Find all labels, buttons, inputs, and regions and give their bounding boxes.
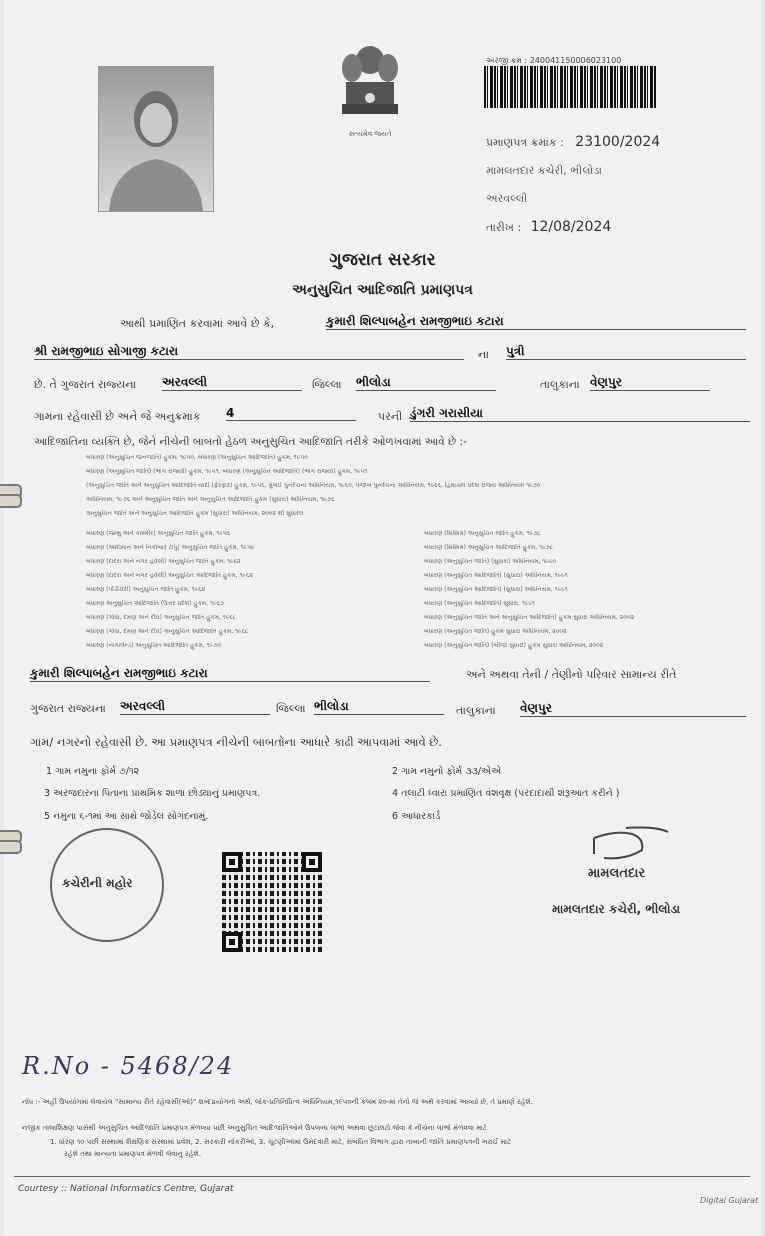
national-emblem-icon <box>330 38 410 144</box>
order-line: બંધારણ (અનુસુચિત જાતિ અને અનુસુચિત આદિજાતિ) હુકમ સુધારા અધિનિયમ, ૨૦૦૨ <box>424 614 634 621</box>
second-applicant-name: કુમારી શિલ્પાબહેન રામજીભાઇ કટારા <box>30 666 430 682</box>
order-line: બંધારણ (આંદામાન અને નિકોબાર ટાપુ) અનુસુચિત જાતિ હુકમ, ૧૯૫૯ <box>86 544 255 551</box>
order-line: બંધારણ (અનુસુચિત જાતિ) (સુધારા) અધિનિયમ, ૧૯૯૦ <box>424 558 556 565</box>
note-2: નજીક તાલાશિક્ષણ પાસેથી અનુસુચિત આદિજાતિ પ્રમાણપત્ર મેળવ્યા પછી અનુસુચિત આદિજાતિઓને ઉપલબ્ધ લાભો અથવા છૂટછાટો જેવા કે નીચેના લાભો મેળવવા માટે <box>22 1124 487 1132</box>
emblem-caption: સત્યમેવ જયતે <box>348 130 392 138</box>
order-line: બંધારણ (સિક્કિમ) અનુસુચિત આદિજાતિ હુકમ, ૧૯૭૮ <box>424 544 554 551</box>
seal-text: કચેરીની મહોર <box>62 876 133 890</box>
recognised-text: આદિજાતિના વ્યક્તિ છે, જેને નીચેની બાબતો હેઠળ અનુસુચિત આદિજાતિ તરીકે ઓળખવામાં આવે છે :- <box>34 436 467 448</box>
serial-prefix: ગામના રહેવાસી છે અને જે અનુક્રમાંક <box>34 410 201 423</box>
relation-suffix: ના <box>478 348 489 361</box>
document-item: 6 આધારકાર્ડ <box>392 811 441 822</box>
order-line: બંધારણ (ગોવા, દમણ અને દીવ) અનુસુચિત આદિજાતિ હુકમ, ૧૯૬૮ <box>86 628 249 635</box>
serial-number: 4 <box>226 406 356 421</box>
signatory-designation: મામલતદાર <box>588 866 646 881</box>
order-line: બંધારણ (જમ્મુ અને કાશ્મીર) અનુસુચિત જાતિ હુકમ, ૧૯૫૬ <box>86 530 231 537</box>
footer-divider <box>14 1176 750 1177</box>
date-row: તારીખ : 12/08/2024 <box>486 219 612 235</box>
tribe-label: પરની <box>378 410 403 423</box>
footer-courtesy: Courtesy :: National Informatics Centre, Gujarat <box>18 1184 234 1194</box>
order-line: બંધારણ (પોંડીચેરી) અનુસુચિત જાતિ હુકમ, ૧૯૬૪ <box>86 586 206 593</box>
order-line: બંધારણ (અનુસુચિત જાતિ) (બીજો સુધારો) હુકમ સુધારા અધિનિયમ, ૨૦૦૨ <box>424 642 604 649</box>
binder-ring <box>0 494 22 508</box>
order-line: બંધારણ (અનુસુચિત આદિજાતિ) સુધારા, ૧૯૯૧ <box>424 600 535 607</box>
note-1: નોંધ :- અહીં ઉપયોગમાં લેવાયેલ "સામાન્ય રીતે રહેવાસી(ઓ)" શબ્દપ્રયોગનો અર્થ, લોક-પ્રતિનિધિત્વ અધિનિયમ,૧૯૫૦ની કલમ ૨૦-માં તેનો જે અર્થ કરવામાં આવ્યો છે, તે પ્રમાણે રહેશે. <box>22 1098 533 1106</box>
relation: પુત્રી <box>506 344 746 360</box>
certificate-title: અનુસુચિત આદિજાતિ પ્રમાણપત્ર <box>292 282 473 298</box>
order-line: બંધારણ અનુસુચિત આદિજાતિ (ઉત્તર પ્રદેશ) હુકમ, ૧૯૬૭ <box>86 600 224 607</box>
header-office: મામલતદાર કચેરી, ભીલોડા <box>486 164 603 177</box>
district-label: જિલ્લા <box>312 378 342 391</box>
order-line: અનુસુચિત જાતિ અને અનુસુચિત આદિજાતિ હુકમ (સુધારા) અધિનિયમ, ૨૦૦૨ થી સુધારેલ <box>86 510 304 517</box>
district-value: અરવલ્લી <box>162 375 302 391</box>
order-line: બંધારણ (નાગાલેન્ડ) અનુસુચિત આદિજાતિ હુકમ, ૧૯૭૦ <box>86 642 221 649</box>
order-line: બંધારણ (અનુસુચિત જાતિ) (ભાગ રાજ્યો) હુકમ, ૧૯૫૧, બંધારણ (અનુસુચિત આદિજાતિ) (ભાગ રાજ્યો) હુકમ, ૧૯૫૧ <box>86 468 368 475</box>
footer-digital-gujarat: Digital Gujarat <box>700 1196 759 1205</box>
note-4: રહેશે તથા માન્યતા પ્રમાણપત્ર મેળવી લેવાનું રહેશે. <box>64 1150 202 1158</box>
handwritten-registration-number: R.No - 5468/24 <box>22 1052 235 1080</box>
orders-fine-print <box>86 454 746 518</box>
certificate-number-row: પ્રમાણપત્ર ક્રમાંક : 23100/2024 <box>486 134 661 150</box>
second-district-label: જિલ્લા <box>276 702 306 715</box>
taluka-value: ભીલોડા <box>356 375 496 391</box>
state-prefix: ગુજરાત રાજ્યના <box>30 702 106 715</box>
signatory-office: મામલતદાર કચેરી, ભીલોડા <box>552 902 681 916</box>
order-line: બંધારણ (અનુસુચિત આદિજાતિ) (સુધારા) અધિનિયમ, ૧૯૯૧ <box>424 586 568 593</box>
order-line: બંધારણ (અનુસુચિત આદિજાતિ) (સુધારા) અધિનિયમ, ૧૯૯૧ <box>424 572 568 579</box>
order-line: બંધારણ (ગોવા, દમણ અને દીવ) અનુસુચિત જાતિ હુકમ, ૧૯૬૮ <box>86 614 236 621</box>
orders-right-column <box>424 530 724 650</box>
note-3: 1. ધોરણ ૧૦ પછી સંસ્થામાં શૈક્ષણિક સંસ્થામાં પ્રવેશ, 2. સરકારી નોકરીઓ, 3. ચૂંટણીઓમાં ઉમેદવારી માટે, સંબંધિત વિભાગ દ્વારા તાબાની જાતિ પ્રમાણપત્રની ખરાઈ માટે <box>50 1138 512 1146</box>
barcode <box>484 66 656 108</box>
document-item: 3 અરજદારના પિતાના પ્રાથમિક શાળા છોડ્યાનું પ્રમાણપત્ર. <box>44 788 261 799</box>
order-line: અધિનિયમ, ૧૯૭૬ અને અનુસુચિત જાતિ અને અનુસુચિત આદિજાતિ હુકમ (સુધારા) અધિનિયમ, ૧૯૭૬ <box>86 496 335 503</box>
applicant-photo <box>98 66 214 212</box>
issue-text: ગામ/ નગરનો રહેવાસી છે. આ પ્રમાણપત્ર નીચેની બાબતોના આધારે કાઢી આપવામાં આવે છે. <box>30 735 442 749</box>
order-line: બંધારણ (અનુસુચિત જનજાતિ) હુકમ, ૧૯૫૦, બંધારણ (અનુસુચિત આદિજાતિ) હુકમ, ૧૯૫૦ <box>86 454 308 461</box>
second-taluka-label: તાલુકાના <box>456 704 496 717</box>
family-text: અને અથવા તેની / તેણીનો પરિવાર સામાન્ય રીતે <box>466 668 677 681</box>
resident-prefix: છે. તે ગુજરાત રાજ્યના <box>34 378 137 391</box>
applicant-name: કુમારી શિલ્પાબહેન રામજીભાઇ કટારા <box>326 314 746 330</box>
certificate-number: 23100/2024 <box>575 134 661 150</box>
document-item: 1 ગામ નમુના ફોર્મ ૭/૧૨ <box>46 766 140 777</box>
order-line: બંધારણ (સિક્કિમ) અનુસુચિત જાતિ હુકમ, ૧૯૭૮ <box>424 530 541 537</box>
intro-text: આથી પ્રમાણિત કરવામાં આવે છે કે, <box>120 317 275 330</box>
qr-code <box>222 852 322 952</box>
document-item: 4 તલાટી ધ્વારા પ્રમાણિત વંશવૃક્ષ (પરદાદાથી શરૂઆત કરીને ) <box>392 788 620 799</box>
order-line: (અનુસુચિત જાતિ અને અનુસુચિત આદિજાતિ યાદી (ફેરફાર) હુકમ, ૧૯૫૬, મુંબઈ પુનર્રચના અધિનિયમ, ૧૯૬૦, પંજાબ પુનર્રચના અધિનિયમ, ૧૯૬૬, હિમાચલ પ્રદેશ રાજ્ય અધિનિયમ ૧૯૭૦ <box>86 482 541 489</box>
order-line: બંધારણ (દાદરા અને નગર હવેલી) અનુસુચિત આદિજાતિ હુકમ, ૧૯૬૨ <box>86 572 253 579</box>
binder-ring <box>0 840 22 854</box>
office-seal <box>50 828 164 942</box>
tribe-name: ડુંગરી ગરાસીયા <box>410 406 750 422</box>
orders-left-column <box>86 530 386 650</box>
application-number: અરજી ક્રમ : 240041150006023100 <box>486 56 622 65</box>
issue-date: 12/08/2024 <box>530 219 612 235</box>
second-district-value: અરવલ્લી <box>120 699 270 715</box>
village-value: વેણપુર <box>590 375 710 391</box>
father-name: શ્રી રામજીભાઇ સોગાજી કટારા <box>34 344 464 360</box>
taluka-label: તાલુકાના <box>540 378 580 391</box>
second-village-value: વેણપુર <box>520 701 746 717</box>
header-district: અરવલ્લી <box>486 192 528 205</box>
document-item: 2 ગામ નમુનો ફોર્મ ૩૩/એએ <box>392 766 502 777</box>
signature <box>586 820 676 864</box>
second-taluka-value: ભીલોડા <box>314 699 444 715</box>
order-line: બંધારણ (દાદરા અને નગર હવેલી) અનુસુચિત જાતિ હુકમ, ૧૯૬૨ <box>86 558 241 565</box>
order-line: બંધારણ (અનુસુચિત જાતિ) હુકમ સુધારા અધિનિયમ, ૨૦૦૨ <box>424 628 567 635</box>
government-title: ગુજરાત સરકાર <box>329 250 436 270</box>
document-item: 5 નમુના ૬-૧માં આ સાથે જોડેલ સોગંદનામું. <box>44 811 209 822</box>
